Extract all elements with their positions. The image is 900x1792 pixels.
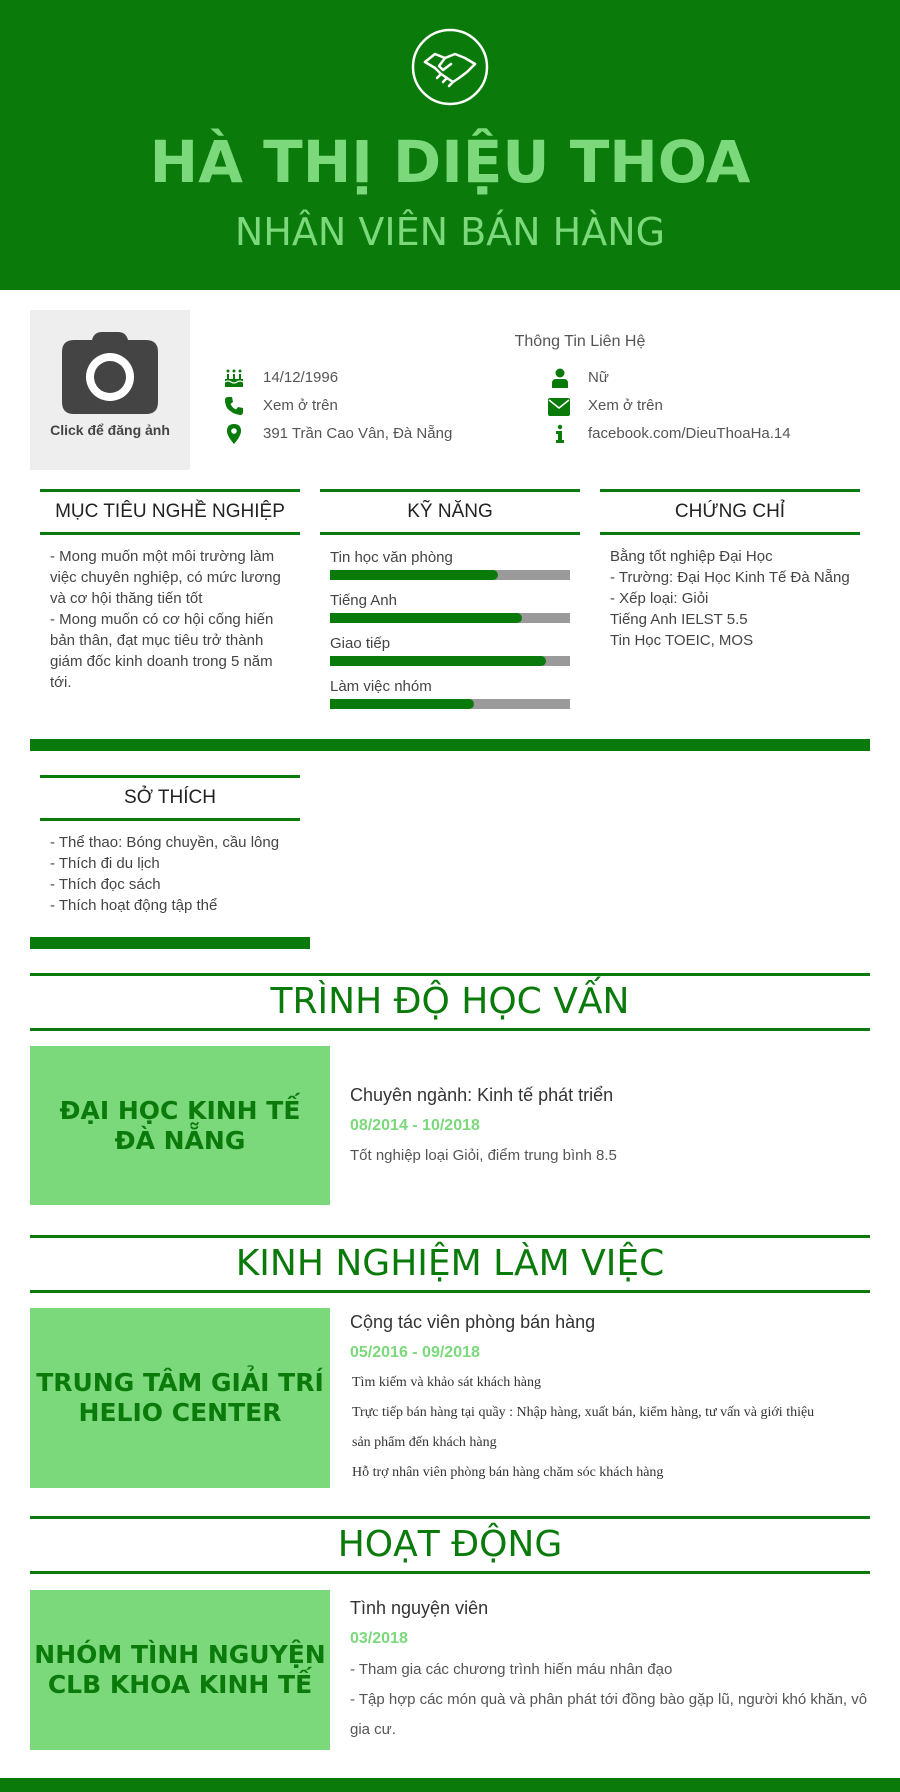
- contact-title: Thông Tin Liên Hệ: [514, 333, 646, 350]
- skill-label: Giao tiếp: [330, 635, 391, 652]
- education-date: 08/2014 - 10/2018: [350, 1117, 480, 1134]
- skill-bar: [330, 570, 570, 580]
- objective-line: và cơ hội thăng tiến tốt: [50, 590, 203, 607]
- experience-line: sản phẩm đến khách hàng: [352, 1435, 497, 1450]
- skill-label: Tin học văn phòng: [330, 549, 453, 566]
- certificate-line: - Trường: Đại Học Kinh Tế Đà Nẵng: [610, 569, 850, 586]
- photo-caption: Click để đăng ảnh: [50, 422, 170, 438]
- address-value: 391 Trần Cao Vân, Đà Nẵng: [263, 425, 453, 442]
- activity-role: Tình nguyện viên: [350, 1598, 489, 1618]
- activities-heading: HOẠT ĐỘNG: [30, 1516, 870, 1574]
- skill-bar-fill: [330, 613, 522, 623]
- objective-line: bản thân, đạt mục tiêu trở thành: [50, 632, 264, 649]
- org-name-line: NHÓM TÌNH NGUYỆN: [34, 1640, 326, 1669]
- activity-line: gia cư.: [350, 1721, 396, 1738]
- job-title: NHÂN VIÊN BÁN HÀNG: [234, 210, 666, 254]
- company-name-line: HELIO CENTER: [78, 1398, 282, 1427]
- skill-bar: [330, 699, 570, 709]
- user-icon: [550, 368, 570, 388]
- skills-heading: KỸ NĂNG: [320, 489, 580, 535]
- experience-position: Cộng tác viên phòng bán hàng: [350, 1312, 596, 1332]
- education-school-box: [30, 1046, 330, 1205]
- experience-date: 05/2016 - 09/2018: [350, 1344, 480, 1361]
- experience-line: Tìm kiếm và khảo sát khách hàng: [352, 1375, 541, 1390]
- certificates-text: [610, 546, 860, 651]
- objective-line: việc chuyên nghiệp, có mức lương: [50, 569, 281, 586]
- gender-value: Nữ: [588, 369, 609, 386]
- objective-line: - Mong muốn một môi trường làm: [50, 548, 275, 565]
- facebook-value[interactable]: facebook.com/DieuThoaHa.14: [588, 425, 791, 442]
- info-icon: [550, 424, 570, 444]
- skill-item: [330, 678, 570, 721]
- objective-text: [50, 546, 300, 693]
- footer-bar: [0, 1778, 900, 1792]
- school-name-line: ĐẠI HỌC KINH TẾ: [59, 1095, 301, 1125]
- certificate-line: - Xếp loại: Giỏi: [610, 590, 709, 607]
- hobby-line: - Thích đọc sách: [50, 876, 161, 893]
- envelope-icon: [548, 398, 570, 416]
- education-heading: TRÌNH ĐỘ HỌC VẤN: [30, 973, 870, 1031]
- camera-icon[interactable]: [62, 332, 158, 414]
- skill-item: [330, 635, 570, 678]
- candidate-name: HÀ THỊ DIỆU THOA: [149, 128, 751, 196]
- location-pin-icon: [224, 424, 244, 444]
- skill-bar: [330, 656, 570, 666]
- skill-item: [330, 549, 570, 592]
- experience-heading: KINH NGHIỆM LÀM VIỆC: [30, 1235, 870, 1293]
- activity-line: - Tham gia các chương trình hiến máu nhân đạo: [350, 1661, 673, 1678]
- skill-bar-fill: [330, 656, 546, 666]
- company-name-line: TRUNG TÂM GIẢI TRÍ: [36, 1368, 324, 1397]
- skills-list: [330, 549, 570, 721]
- education-detail: Tốt nghiệp loại Giỏi, điểm trung bình 8.5: [350, 1147, 617, 1164]
- certificates-heading: CHỨNG CHỈ: [600, 489, 860, 535]
- objective-line: - Mong muốn có cơ hội cống hiến: [50, 611, 274, 628]
- handshake-icon: [411, 28, 489, 106]
- experience-details: [352, 1368, 872, 1488]
- phone-icon: [224, 396, 244, 416]
- experience-line: Hỗ trợ nhân viên phòng bán hàng chăm sóc khách hàng: [352, 1465, 664, 1480]
- email-value: Xem ở trên: [588, 397, 663, 414]
- skill-bar-fill: [330, 699, 474, 709]
- phone-value: Xem ở trên: [263, 397, 338, 414]
- objective-line: giám đốc kinh doanh trong 5 năm: [50, 653, 273, 670]
- school-name-line: ĐÀ NẴNG: [114, 1125, 246, 1155]
- skill-item: [330, 592, 570, 635]
- hobby-line: - Thể thao: Bóng chuyền, cầu lông: [50, 834, 280, 851]
- skill-label: Tiếng Anh: [330, 592, 397, 609]
- hobbies-heading: SỞ THÍCH: [40, 775, 300, 821]
- hobbies-text: [50, 832, 300, 916]
- activities-org-box: [30, 1590, 330, 1750]
- org-name-line: CLB KHOA KINH TẾ: [47, 1670, 313, 1699]
- experience-line: Trực tiếp bán hàng tại quầy : Nhập hàng, xuất bán, kiểm hàng, tư vấn và giới thiệu: [352, 1405, 815, 1420]
- certificate-line: Tin Học TOEIC, MOS: [610, 632, 754, 649]
- skill-bar-fill: [330, 570, 498, 580]
- activity-details: [350, 1655, 870, 1745]
- birthday-value: 14/12/1996: [263, 369, 339, 386]
- objective-line: tới.: [50, 674, 72, 691]
- certificate-line: Tiếng Anh IELST 5.5: [610, 611, 748, 628]
- objective-heading: MỤC TIÊU NGHỀ NGHIỆP: [40, 489, 300, 535]
- activity-date: 03/2018: [350, 1630, 408, 1647]
- section-divider: [30, 739, 870, 751]
- education-major: Chuyên ngành: Kinh tế phát triển: [350, 1085, 614, 1105]
- experience-company-box: [30, 1308, 330, 1488]
- activity-line: - Tập hợp các món quà và phân phát tới đồng bào gặp lũ, người khó khăn, vô: [350, 1691, 868, 1708]
- skill-bar: [330, 613, 570, 623]
- hobby-line: - Thích hoạt động tập thể: [50, 897, 218, 914]
- birthday-cake-icon: [224, 368, 244, 388]
- section-divider: [30, 937, 310, 949]
- skill-label: Làm việc nhóm: [330, 678, 432, 695]
- hobby-line: - Thích đi du lịch: [50, 855, 160, 872]
- certificate-line: Bằng tốt nghiệp Đại Học: [610, 548, 773, 565]
